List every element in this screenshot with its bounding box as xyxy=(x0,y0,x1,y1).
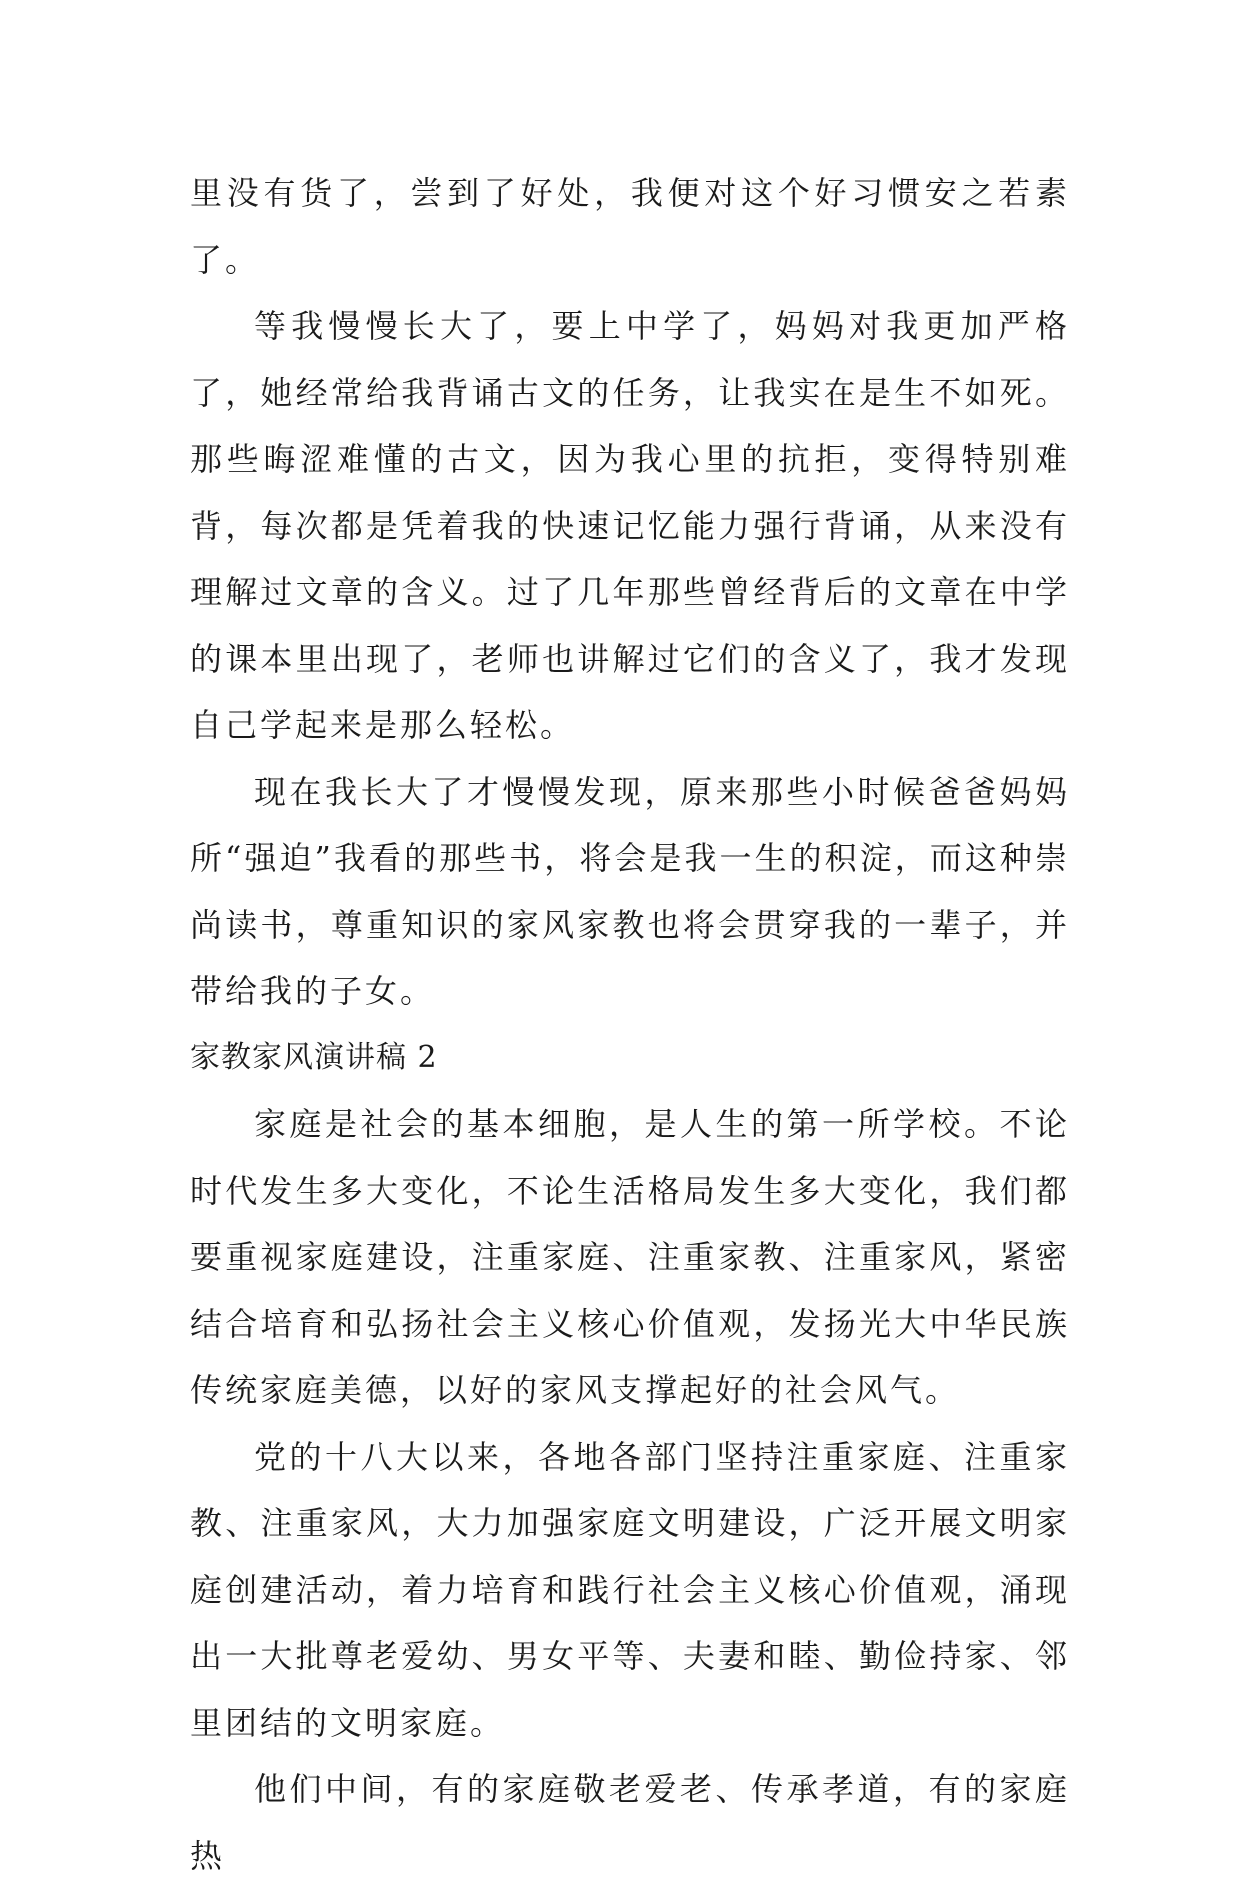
paragraph: 等我慢慢长大了，要上中学了，妈妈对我更加严格了，她经常给我背诵古文的任务，让我实在是生不如死。那些晦涩难懂的古文，因为我心里的抗拒，变得特别难背，每次都是凭着我的快速记忆能力强行背诵，从来没有理解过文章的含义。过了几年那些曾经背后的文章在中学的课本里出现了，老师也讲解过它们的含义了，我才发现自己学起来是那么轻松。 xyxy=(190,307,1070,744)
paragraph: 家庭是社会的基本细胞，是人生的第一所学校。不论时代发生多大变化，不论生活格局发生多大变化，我们都要重视家庭建设，注重家庭、注重家教、注重家风，紧密结合培育和弘扬社会主义核心价值观，发扬光大中华民族传统家庭美德，以好的家风支撑起好的社会风气。 xyxy=(190,1105,1070,1409)
paragraph-continuation: 里没有货了，尝到了好处，我便对这个好习惯安之若素了。 xyxy=(190,174,1070,279)
section-title: 家教家风演讲稿 2 xyxy=(190,1039,438,1075)
paragraph: 现在我长大了才慢慢发现，原来那些小时候爸爸妈妈所“强迫”我看的那些书，将会是我一生的积淀，而这种崇尚读书，尊重知识的家风家教也将会贯穿我的一辈子，并带给我的子女。 xyxy=(190,772,1070,1010)
paragraph: 党的十八大以来，各地各部门坚持注重家庭、注重家教、注重家风，大力加强家庭文明建设，广泛开展文明家庭创建活动，着力培育和践行社会主义核心价值观，涌现出一大批尊老爱幼、男女平等、夫妻和睦、勤俭持家、邻里团结的文明家庭。 xyxy=(190,1437,1070,1742)
paragraph: 他们中间，有的家庭敬老爱老、传承孝道，有的家庭热 xyxy=(190,1770,1070,1875)
document-body xyxy=(190,160,1070,1889)
